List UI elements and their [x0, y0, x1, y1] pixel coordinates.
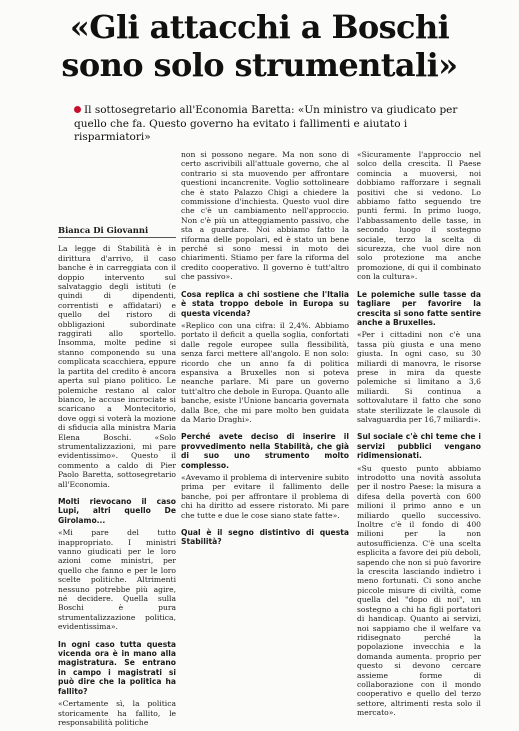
question: In ogni caso tutta questa vicenda ora è in mano alla magistratura. Se entrano in campo i magistrati si può dire che la politica ha fallito? [58, 639, 176, 696]
article-column-1 [58, 226, 176, 731]
question: Qual è il segno distintivo di questa Stabilità? [181, 528, 349, 547]
paragraph: «Avevamo il problema di intervenire subito prima per evitare il fallimento delle banche, poi per affrontare il problema di chi ha diritto ad essere ristorato. Mi pare che tutte e due le cose siano state fatte». [181, 473, 349, 520]
headline-line-2: sono solo strumentali» [61, 46, 458, 84]
byline: Bianca Di Giovanni [58, 226, 176, 238]
question: Molti rievocano il caso Lupi, altri quello De Girolamo... [58, 496, 176, 525]
paragraph: «Certamente sì, la politica storicamente ha fallito, le responsabilità politiche [58, 699, 176, 727]
paragraph: non si possono negare. Ma non sono di certo ascrivibili all'attuale governo, che al contrario si sta muovendo per affrontare questioni incancrenite. Voglio sottolineare che è stato Palazzo Chigi a chiedere la commissione d'inchiesta. Questo vuol dire che c'è un cambiamento nell'approccio. Non c'è più un atteggiamento passivo, che sta a guardare. Noi abbiamo fatto la riforma delle popolari, ed è stato un bene perché si sono messi in moto dei chiarimenti. Stiamo per fare la riforma del credito cooperativo. Il governo è tutt'altro che passivo». [181, 150, 349, 282]
paragraph: La legge di Stabilità è in dirittura d'arrivo, il caso banche è in carreggiata con il doppio intervento sul salvataggio degli istituti (e quindi di dipendenti, correntisti e affidatari) e quello del ristoro di obbligazioni subordinate raggirati allo sportello. Insomma, molte pedine si stanno componendo su una complicata scacchiera, eppure la partita del credito è ancora aperta sul piano politico. Le polemiche restano al calor bianco, le accuse incrociate si scaricano a Montecitorio, dove oggi si voterà la mozione di sfiducia alla ministra Maria Elena Boschi. «Solo strumentalizzazioni, mi pare evidentissimo». Questo il commento a caldo di Pier Paolo Baretta, sottosegretario all'Economia. [58, 244, 176, 489]
paragraph: «Sicuramente l'approccio nel solco della crescita. Il Paese comincia a muoversi, noi dobbiamo rafforzare i segnali positivi che si vedono. Lo abbiamo fatto seguendo tre punti fermi. In primo luogo, l'abbassamento delle tasse, in secondo luogo il sostegno sociale, terzo la scelta di sicurezza, che vuol dire non solo protezione ma anche promozione, di qui il combinato con la cultura». [357, 150, 481, 282]
article-column-2 [181, 150, 349, 550]
paragraph: «Su questo punto abbiamo introdotto una novità assoluta per il nostro Paese: la misura a difesa della povertà con 600 milioni il primo anno e un miliardo quello successivo. Inoltre c'è il fondo di 400 milioni per la non autosufficienza. C'è una scelta esplicita a favore dei più deboli, sapendo che non si può favorire la crescita lasciando indietro i meno fortunati. Ci sono anche piccole misure di civiltà, come quella del "dopo di noi", un sostegno a chi ha figli portatori di handicap. Quanto ai servizi, noi sappiamo che il welfare va ridisegnato perché la popolazione invecchia e la domanda aumenta. proprio per questo si devono cercare assieme forme di collaborazione con il mondo cooperativo e quello del terzo settore, altrimenti resta solo il mercato». [357, 463, 481, 718]
paragraph: «Replico con una cifra: il 2,4%. Abbiamo portato il deficit a quella soglia, confortati dalle regole europee sulla flessibilità, senza farci mettere all'angolo. E non solo: ricordo che un anno fa di politica espansiva a Bruxelles non si poteva neanche parlare. Mi pare un governo tutt'altro che debole in Europa. Quanto alle banche, esiste l'Unione bancaria governata dalla Bce, che mi pare molto ben guidata da Mario Draghi». [181, 320, 349, 424]
subheadline [74, 104, 474, 145]
question: Cosa replica a chi sostiene che l'Italia è stata troppo debole in Europa su questa vicenda? [181, 289, 349, 318]
paragraph: «Mi pare del tutto inappropriato. I ministri vanno giudicati per le loro azioni come ministri, per quello che fanno e per le loro scelte politiche. Altrimenti nessuno potrebbe più agire, né decidere. Quella sulla Boschi è pura strumentalizzazione politica, evidentissima». [58, 528, 176, 632]
headline [0, 8, 519, 84]
question: Sul sociale c'è chi teme che i servizi pubblici vengano ridimensionati. [357, 432, 481, 461]
question: Perché avete deciso di inserire il provvedimento nella Stabilità, che già di suo uno strumento molto complesso. [181, 432, 349, 470]
paragraph: «Per i cittadini non c'è una tassa più giusta e una meno giusta. In ogni caso, su 30 miliardi di manovra, le risorse prese in mira da queste polemiche si limitano a 3,6 miliardi. Si continua a sottovalutare il fatto che sono state sterilizzate le clausole di salvaguardia per 16,7 miliardi». [357, 330, 481, 424]
question: Le polemiche sulle tasse da tagliare per favorire la crescita si sono fatte sentire anche a Bruxelles. [357, 289, 481, 327]
subheadline-text: Il sottosegretario all'Economia Baretta: «Un ministro va giudicato per quello che fa. Questo governo ha evitato i fallimenti e aiutato i risparmiatori» [74, 104, 458, 143]
headline-line-1: «Gli attacchi a Boschi [69, 8, 450, 46]
red-bullet-icon [74, 106, 81, 113]
